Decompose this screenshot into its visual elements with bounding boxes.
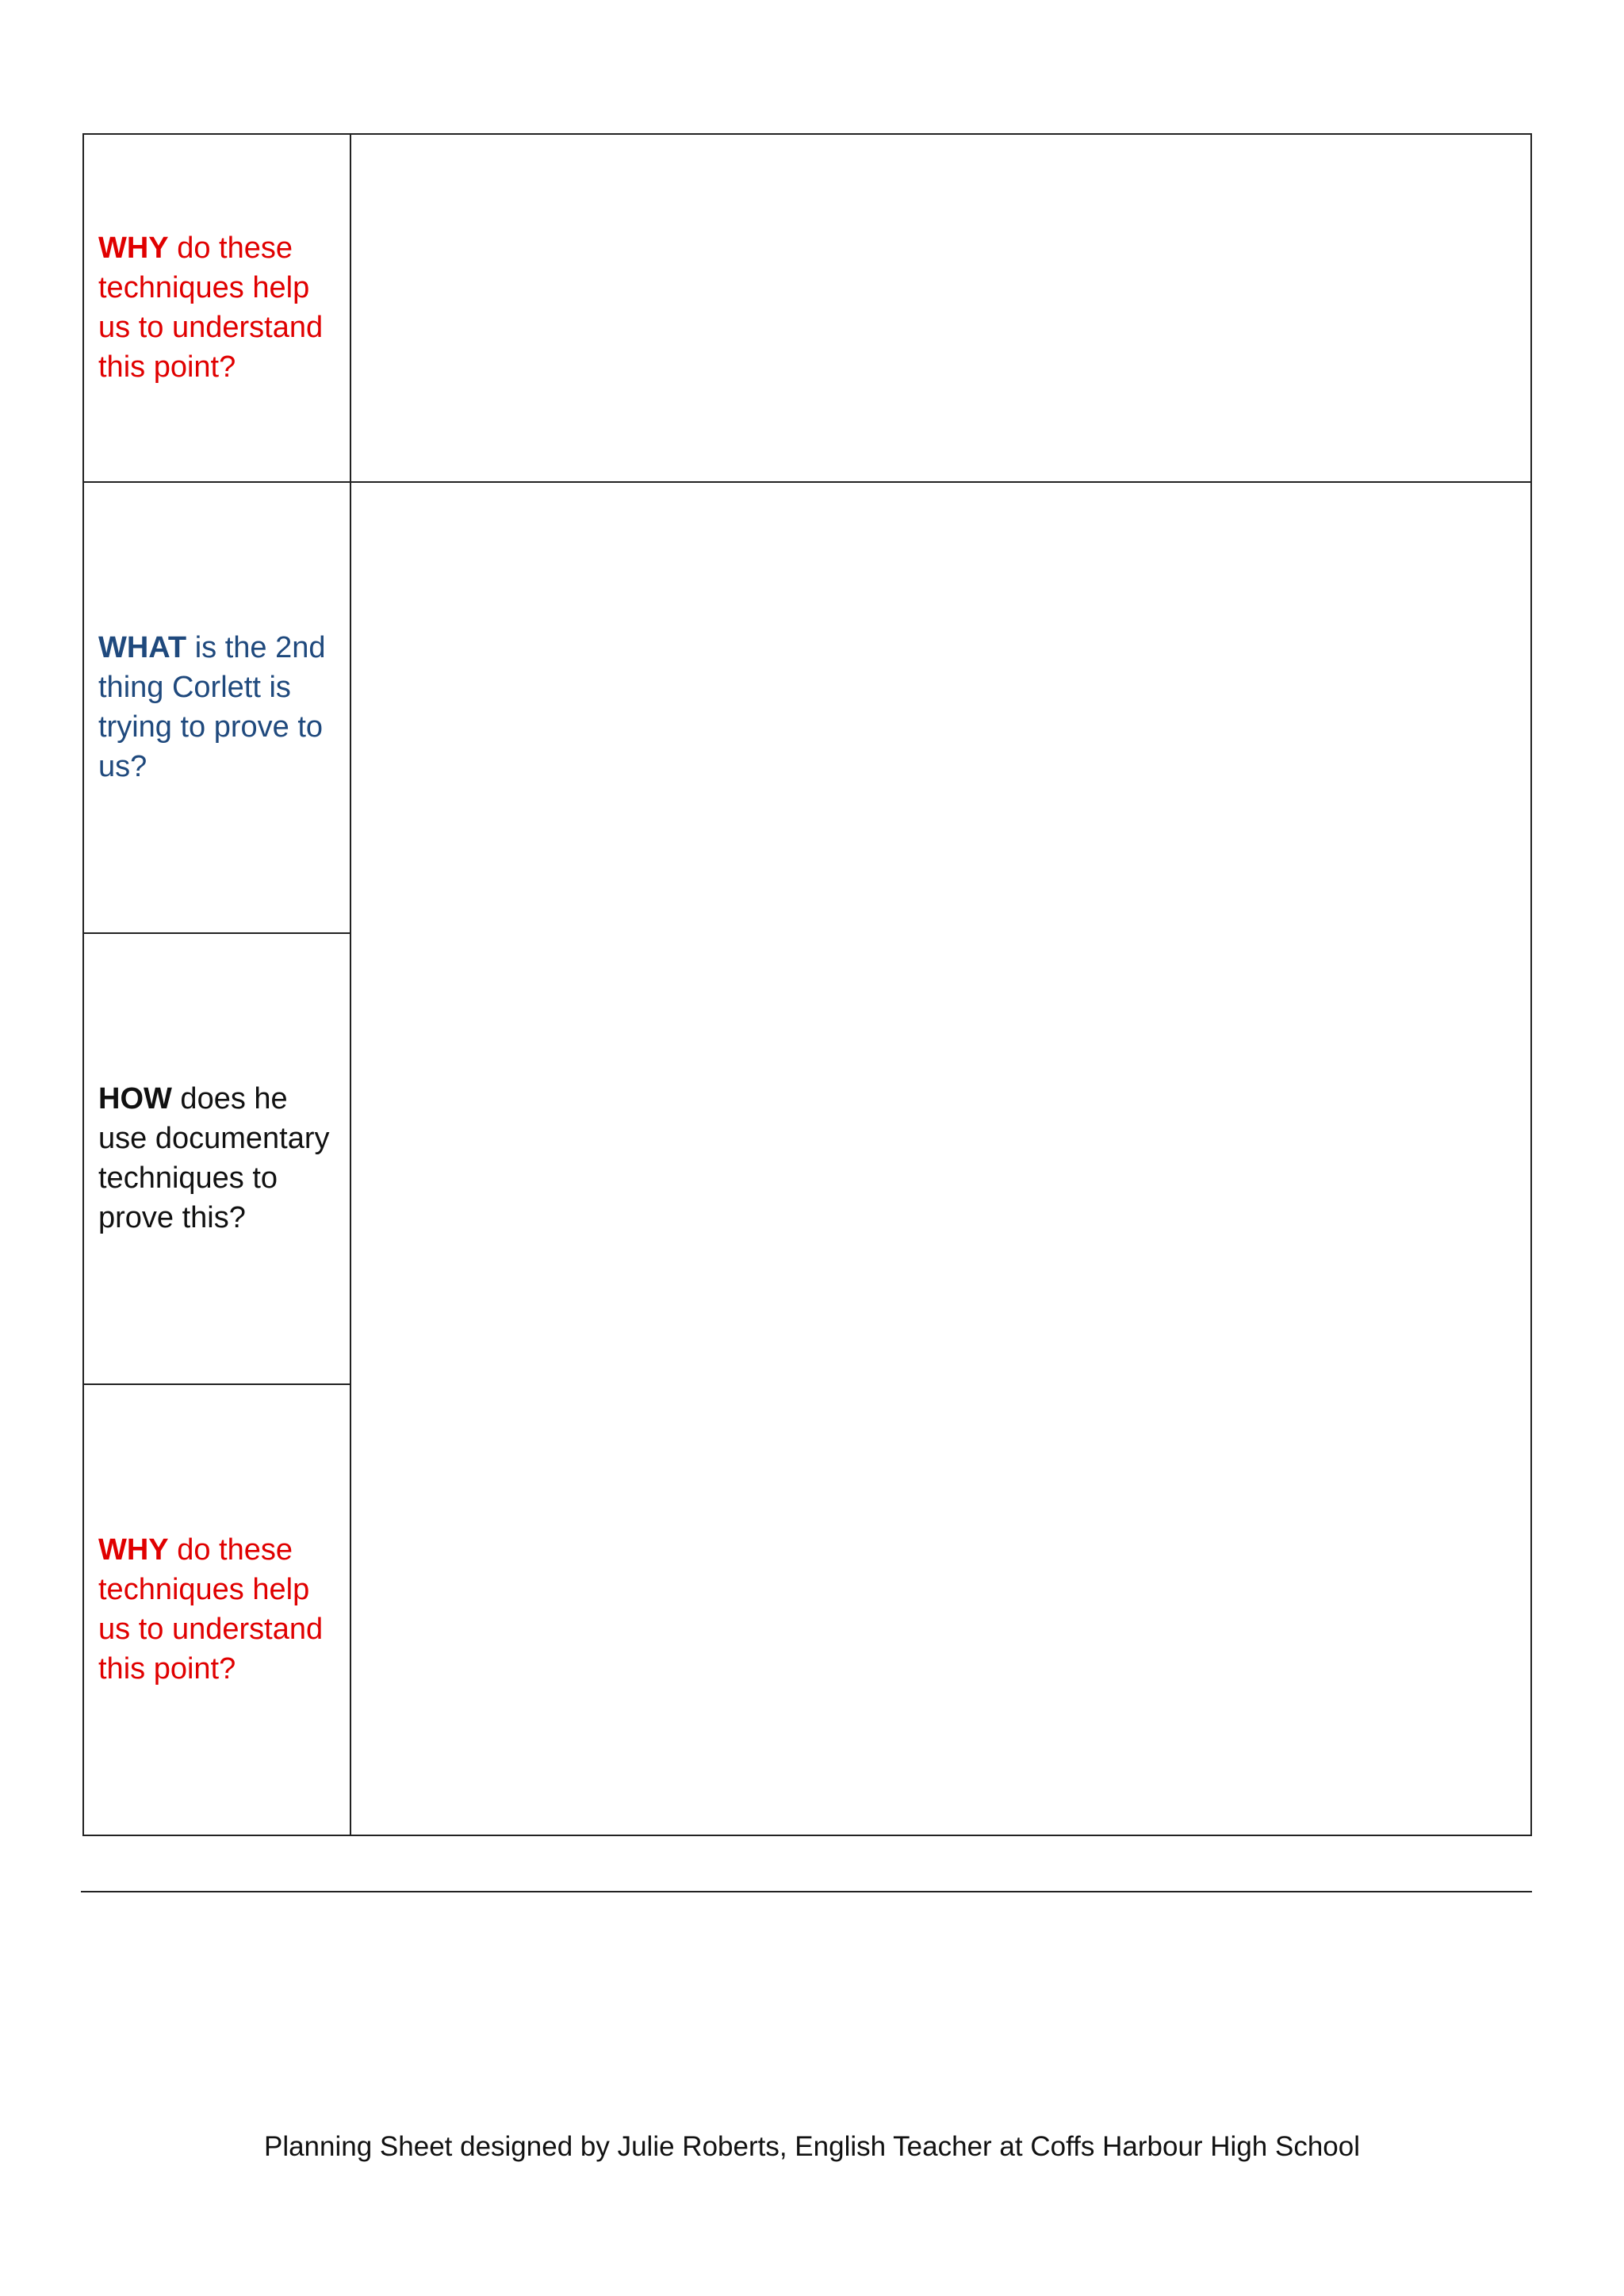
- prompt-keyword: WHY: [98, 232, 169, 265]
- footer-credit: Planning Sheet designed by Julie Roberts, English Teacher at Coffs Harbour High School: [263, 2131, 1361, 2162]
- prompt-keyword: WHAT: [98, 631, 187, 664]
- prompt-text: do these techniques help us to understand this point?: [98, 232, 324, 384]
- prompt-text: does he use documentary techniques to prove this?: [98, 1082, 330, 1234]
- prompt-keyword: WHY: [98, 1533, 169, 1567]
- prompt-keyword: HOW: [98, 1082, 172, 1115]
- row-divider-2: [84, 932, 350, 934]
- answer-area-point-2[interactable]: [351, 483, 1530, 1835]
- row-divider-3: [84, 1383, 350, 1385]
- answer-area-why-1[interactable]: [351, 135, 1530, 481]
- prompt-what-2: [98, 628, 341, 786]
- prompt-why-2: [98, 1530, 341, 1689]
- prompt-how-2: [98, 1079, 341, 1238]
- prompt-why-1: [98, 228, 341, 387]
- prompt-text: do these techniques help us to understand this point?: [98, 1533, 324, 1686]
- prompt-text: is the 2nd thing Corlett is trying to prove to us?: [98, 631, 326, 783]
- footer-rule: [81, 1891, 1532, 1892]
- planning-table: [82, 133, 1532, 1836]
